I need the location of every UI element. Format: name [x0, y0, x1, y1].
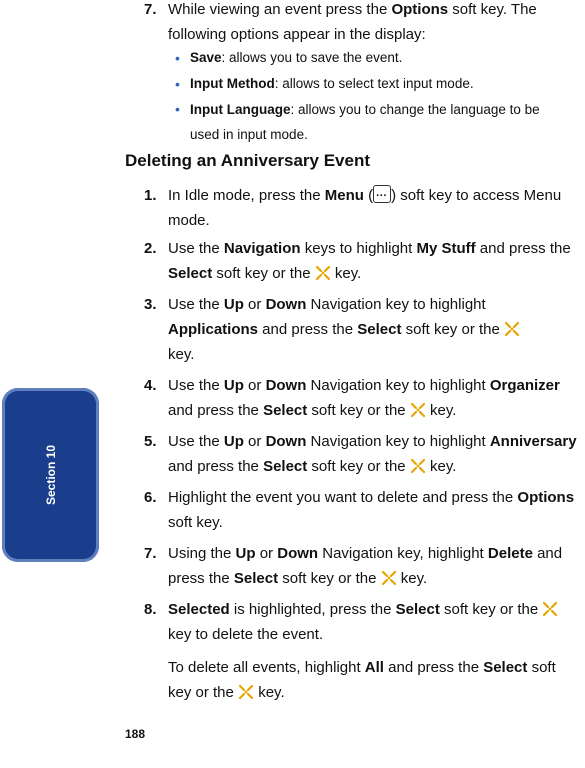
- organizer-term: Organizer: [489, 377, 560, 394]
- select-key-icon: [504, 321, 520, 337]
- option-list: [170, 45, 570, 147]
- step-text: Navigation key, highlight: [318, 545, 488, 562]
- step-text: soft key or the: [439, 601, 543, 618]
- select-term: Select: [233, 570, 279, 587]
- step-8-note: [168, 655, 578, 705]
- all-term: All: [364, 659, 384, 676]
- menu-key-icon: [373, 185, 391, 203]
- step-number: 1.: [144, 187, 157, 204]
- step-text: and press the: [168, 545, 563, 587]
- step-text: soft key or the: [307, 458, 410, 475]
- step-text: key.: [425, 402, 457, 419]
- step-text: Use the: [168, 240, 224, 257]
- step-text: or: [243, 296, 266, 313]
- bullet-icon: •: [175, 50, 180, 66]
- list-item: [170, 71, 570, 97]
- select-term: Select: [263, 402, 308, 419]
- section-heading: Deleting an Anniversary Event: [125, 151, 371, 170]
- options-term: Options: [517, 489, 575, 506]
- step-text: and press the: [383, 659, 484, 676]
- step-text: Highlight the event you want to delete and press the: [168, 489, 518, 506]
- step-text: or: [243, 433, 266, 450]
- option-term: Save: [190, 50, 222, 65]
- step-text: Use the: [168, 296, 224, 313]
- navigation-term: Navigation: [223, 240, 301, 257]
- page-number: 188: [125, 727, 146, 741]
- step-number: 7.: [144, 545, 157, 562]
- up-term: Up: [223, 433, 244, 450]
- up-term: Up: [223, 296, 244, 313]
- select-term: Select: [168, 265, 213, 282]
- step-5: [144, 429, 578, 479]
- step-text: and press the: [258, 321, 358, 338]
- step-text: soft key or the: [401, 321, 504, 338]
- step-3: [144, 292, 578, 367]
- applications-term: Applications: [168, 321, 259, 338]
- step-text: Using the: [168, 545, 236, 562]
- step-text: or: [243, 377, 266, 394]
- step-number: 4.: [144, 377, 157, 394]
- select-key-icon: [315, 265, 331, 281]
- step-text: key.: [254, 684, 285, 701]
- step-8: [144, 597, 578, 647]
- step-text: and press the: [475, 240, 571, 257]
- options-term: Options: [391, 1, 449, 18]
- menu-term: Menu: [324, 187, 364, 204]
- step-number: 2.: [144, 240, 157, 257]
- select-key-icon: [410, 458, 426, 474]
- select-term: Select: [263, 458, 308, 475]
- down-term: Down: [265, 377, 307, 394]
- step-number: 8.: [144, 601, 157, 618]
- select-key-icon: [542, 601, 558, 617]
- step-text: key.: [168, 346, 195, 363]
- step-7: [144, 541, 578, 591]
- step-text: To delete all events, highlight: [168, 659, 365, 676]
- step-text: is highlighted, press the: [229, 601, 396, 618]
- step-text: Navigation key to highlight: [306, 377, 490, 394]
- delete-term: Delete: [487, 545, 533, 562]
- down-term: Down: [265, 296, 307, 313]
- step-number: 6.: [144, 489, 157, 506]
- step-2: [144, 236, 578, 286]
- bullet-icon: •: [175, 76, 180, 92]
- select-key-icon: [410, 402, 426, 418]
- option-desc: : allows you to change the language to be used in input mode.: [190, 102, 540, 142]
- step-text: soft key.: [168, 514, 223, 531]
- anniversary-term: Anniversary: [489, 433, 577, 450]
- selected-term: Selected: [168, 601, 230, 618]
- down-term: Down: [265, 433, 307, 450]
- step-text: ) soft key to access Menu mode.: [168, 187, 562, 229]
- step-text: Navigation key to highlight: [306, 433, 490, 450]
- step-text: and press the: [168, 402, 264, 419]
- step-text: soft key or the: [278, 570, 381, 587]
- step-1: [144, 183, 578, 233]
- down-term: Down: [277, 545, 319, 562]
- option-desc: : allows you to save the event.: [221, 50, 403, 65]
- list-item: [170, 45, 570, 71]
- section-tab-label: Section 10: [43, 444, 58, 506]
- step-text: soft key or the: [307, 402, 410, 419]
- step-7-options: [144, 0, 578, 47]
- step-text: key.: [330, 265, 362, 282]
- bullet-icon: •: [175, 101, 180, 117]
- step-text: Use the: [168, 433, 224, 450]
- select-term: Select: [483, 659, 528, 676]
- step-number: 5.: [144, 433, 157, 450]
- step-6: [144, 485, 578, 535]
- option-desc: : allows to select text input mode.: [274, 76, 474, 91]
- select-term: Select: [395, 601, 440, 618]
- option-term: Input Language: [190, 102, 291, 117]
- my-stuff-term: My Stuff: [416, 240, 476, 257]
- step-text: keys to highlight: [300, 240, 417, 257]
- step-text: key.: [396, 570, 428, 587]
- option-term: Input Method: [190, 76, 275, 91]
- step-text: In Idle mode, press the: [168, 187, 325, 204]
- step-text: key.: [425, 458, 457, 475]
- step-text: While viewing an event press the: [168, 1, 392, 18]
- list-item: [170, 97, 570, 147]
- step-text: Use the: [168, 377, 224, 394]
- step-text: soft key or the: [168, 659, 556, 701]
- step-text: Navigation key to highlight: [306, 296, 486, 313]
- step-text: soft key. The following options appear in the display:: [168, 1, 537, 43]
- up-term: Up: [223, 377, 244, 394]
- up-term: Up: [235, 545, 256, 562]
- step-text: key to delete the event.: [168, 626, 324, 643]
- step-number: 3.: [144, 296, 157, 313]
- step-text: and press the: [168, 458, 264, 475]
- select-key-icon: [238, 684, 254, 700]
- select-key-icon: [381, 570, 397, 586]
- step-text: soft key or the: [212, 265, 315, 282]
- select-term: Select: [357, 321, 402, 338]
- section-side-tab: [2, 388, 99, 562]
- step-number: 7.: [144, 1, 157, 18]
- step-text: (: [363, 187, 374, 204]
- step-4: [144, 373, 578, 423]
- step-text: or: [255, 545, 278, 562]
